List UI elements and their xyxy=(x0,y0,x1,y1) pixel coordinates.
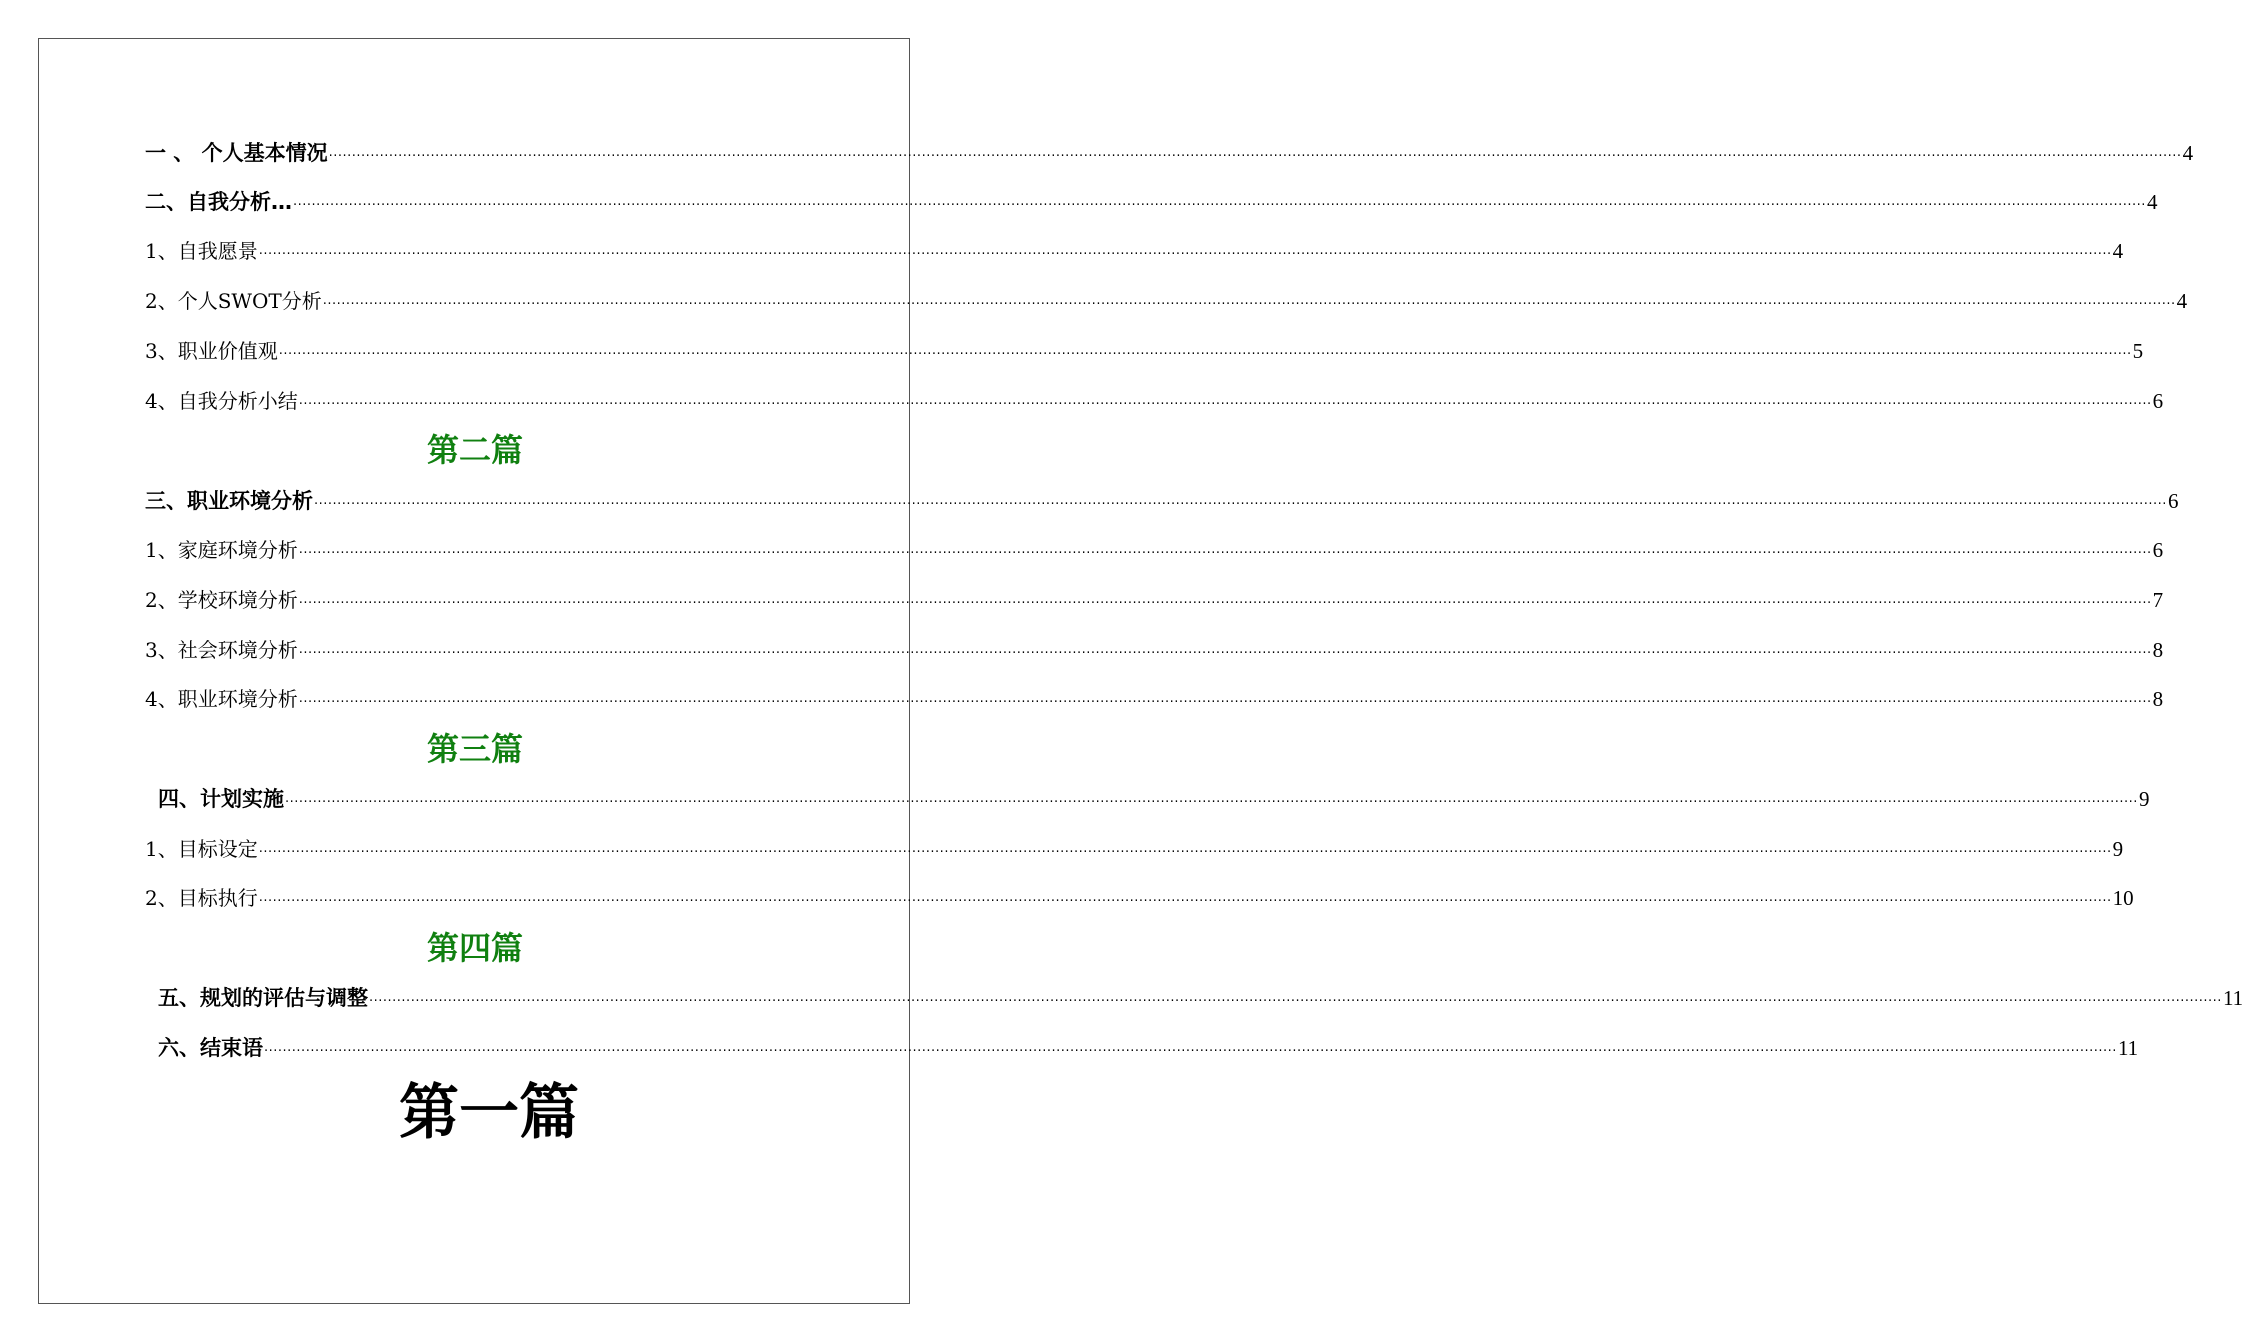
part-four-heading: 第四篇 xyxy=(426,929,523,967)
toc-page-number: 4 xyxy=(2146,190,2158,214)
toc-page-number: 8 xyxy=(2152,638,2164,662)
toc-entry-label: 3、职业价值观 xyxy=(145,339,278,363)
toc-entry-label: 四、计划实施 xyxy=(158,787,284,811)
toc-leader-dots: ················································································································································································································································································································································································································ xyxy=(328,149,2182,164)
toc-page-number: 11 xyxy=(2222,986,2243,1010)
toc-entry-label: 六、结束语 xyxy=(158,1036,263,1060)
toc-leader-dots: ················································································································································································································································································································································································································ xyxy=(264,1044,2117,1059)
toc-entry-label: 1、家庭环境分析 xyxy=(145,538,298,562)
part-three-heading: 第三篇 xyxy=(426,730,523,768)
toc-page-number: 9 xyxy=(2112,837,2124,861)
toc-entry[interactable] xyxy=(145,486,2179,516)
toc-leader-dots: ················································································································································································································································································································································································································ xyxy=(278,347,2132,362)
toc-entry-label: 2、学校环境分析 xyxy=(145,588,298,612)
toc-entry-label: 4、职业环境分析 xyxy=(145,687,298,711)
toc-page-number: 6 xyxy=(2152,389,2164,413)
toc-entry[interactable] xyxy=(145,635,2164,665)
toc-entry-label: 1、目标设定 xyxy=(145,837,258,861)
toc-leader-dots: ················································································································································································································································································································································································································ xyxy=(298,596,2152,611)
toc-leader-dots: ················································································································································································································································································································································································································ xyxy=(258,894,2112,909)
toc-entry[interactable] xyxy=(145,187,2158,217)
toc-page-number: 4 xyxy=(2112,239,2124,263)
toc-entry-label: 2、目标执行 xyxy=(145,886,258,910)
toc-leader-dots: ················································································································································································································································································································································································································ xyxy=(258,845,2112,860)
toc-leader-dots: ················································································································································································································································································································································································································ xyxy=(298,546,2152,561)
toc-leader-dots: ················································································································································································································································································································································································································ xyxy=(322,297,2176,312)
toc-page-number: 6 xyxy=(2167,489,2179,513)
toc-leader-dots: ················································································································································································································································································································································································································ xyxy=(293,198,2146,213)
toc-page-number: 4 xyxy=(2176,289,2188,313)
toc-page-number: 9 xyxy=(2138,787,2150,811)
toc-entry-label: 一 、 个人基本情况 xyxy=(145,141,328,165)
toc-entry[interactable] xyxy=(145,585,2164,615)
toc-leader-dots: ················································································································································································································································································································································································································ xyxy=(298,695,2152,710)
toc-page-number: 10 xyxy=(2112,886,2134,910)
toc-entry-label: 4、自我分析小结 xyxy=(145,389,298,413)
toc-entry[interactable] xyxy=(158,1033,2139,1063)
toc-page-number: 5 xyxy=(2132,339,2144,363)
toc-leader-dots: ················································································································································································································································································································································································································ xyxy=(298,397,2152,412)
toc-leader-dots: ················································································································································································································································································································································································································ xyxy=(258,247,2112,262)
toc-page-number: 8 xyxy=(2152,687,2164,711)
toc-page-number: 4 xyxy=(2182,141,2194,165)
toc-entry[interactable] xyxy=(145,883,2134,913)
toc-entry[interactable] xyxy=(145,236,2124,266)
toc-entry-label: 2、个人SWOT分析 xyxy=(145,289,322,313)
toc-entry[interactable] xyxy=(145,386,2164,416)
toc-leader-dots: ················································································································································································································································································································································································································ xyxy=(298,646,2152,661)
toc-entry[interactable] xyxy=(145,138,2194,168)
toc-entry[interactable] xyxy=(145,535,2164,565)
toc-page-number: 11 xyxy=(2117,1036,2139,1060)
toc-entry-label: 1、自我愿景 xyxy=(145,239,258,263)
toc-entry[interactable] xyxy=(145,336,2144,366)
toc-leader-dots: ················································································································································································································································································································································································································ xyxy=(314,497,2167,512)
toc-entry-label: 3、社会环境分析 xyxy=(145,638,298,662)
toc-entry-label: 五、规划的评估与调整 xyxy=(158,986,368,1010)
toc-entry-label: 二、自我分析… xyxy=(145,190,292,214)
toc-leader-dots: ················································································································································································································································································································································································································ xyxy=(369,994,2222,1009)
toc-entry-label: 三、职业环境分析 xyxy=(145,489,313,513)
toc-entry[interactable] xyxy=(145,834,2124,864)
toc-page-number: 6 xyxy=(2152,538,2164,562)
toc-page-number: 7 xyxy=(2152,588,2164,612)
toc-entry[interactable] xyxy=(158,784,2150,814)
toc-entry[interactable] xyxy=(145,684,2164,714)
toc-entry[interactable] xyxy=(158,983,2243,1013)
part-one-heading: 第一篇 xyxy=(399,1078,579,1148)
part-two-heading: 第二篇 xyxy=(426,431,523,469)
toc-leader-dots: ················································································································································································································································································································································································································ xyxy=(285,795,2138,810)
toc-entry[interactable] xyxy=(145,286,2188,316)
